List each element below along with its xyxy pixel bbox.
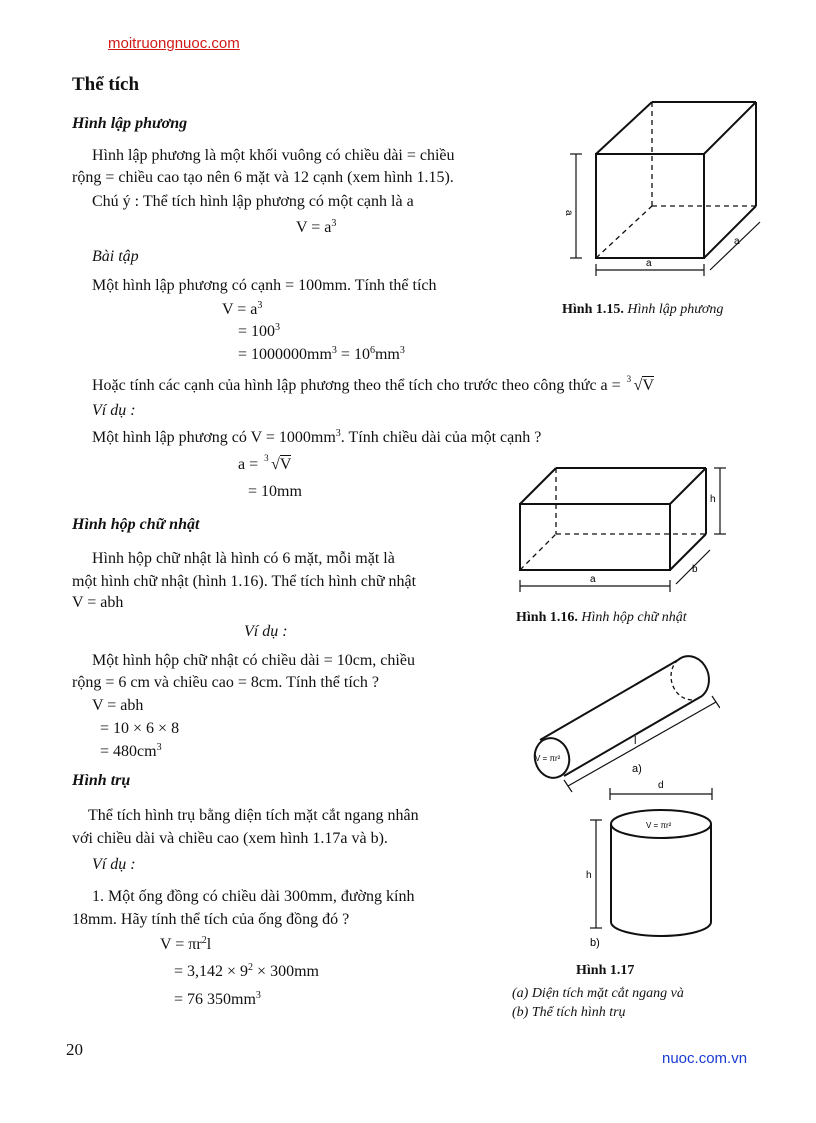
- page-number: 20: [66, 1040, 83, 1059]
- cube-formula: $V = a^3$: [296, 218, 337, 236]
- cylinder-example-line2: 18mm. Hãy tính thể tích của ống đồng đó ?: [72, 911, 350, 928]
- cube-example-calc-1: a = 3 √V: [238, 453, 292, 473]
- cylinder-figure-b-area-label: V = πr²: [646, 821, 672, 830]
- box-calc-1: V = abh: [92, 697, 144, 714]
- cube-exercise-label: Bài tập: [92, 248, 139, 265]
- cube-figure-label-depth: a: [734, 236, 740, 247]
- cube-intro-line1: Hình lập phương là một khối vuông có chiều dài = chiều: [92, 147, 455, 164]
- cube-exercise-text: Một hình lập phương có cạnh = 100mm. Tính thể tích: [92, 277, 437, 294]
- cylinder-figure-a-length-label: l: [634, 735, 637, 747]
- section-title: Thể tích: [72, 74, 140, 95]
- cylinder-heading: Hình trụ: [72, 772, 131, 789]
- cube-alt-text: Hoặc tính các cạnh của hình lập phương theo thể tích cho trước theo công thức a = 3 √V: [92, 374, 655, 394]
- box-heading: Hình hộp chữ nhật: [72, 516, 200, 533]
- cylinder-figure-caption-title: Hình 1.17: [576, 963, 635, 978]
- cylinder-figure-b-label: b): [590, 937, 600, 949]
- cube-example-text: Một hình lập phương có $V = 1000mm^3$. Tính chiều dài của một cạnh ?: [92, 428, 542, 446]
- box-figure-caption: Hình 1.16. Hình hộp chữ nhật: [516, 610, 687, 625]
- cube-note: Chú ý : Thể tích hình lập phương có một cạnh là a: [92, 193, 414, 210]
- box-figure-label-h: h: [710, 494, 716, 505]
- watermark-bottom-link[interactable]: nuoc.com.vn: [662, 1050, 748, 1067]
- box-intro-line3: V = abh: [72, 594, 124, 611]
- cylinder-calc-2: = $3,142 \times 9^2 \times 300mm$: [174, 962, 319, 980]
- box-intro-line2: một hình chữ nhật (hình 1.16). Thể tích hình chữ nhật: [72, 573, 417, 590]
- cylinder-example-line1: 1. Một ống đồng có chiều dài 300mm, đường kính: [92, 888, 415, 905]
- box-example-label: Ví dụ :: [244, 623, 288, 640]
- cube-example-label: Ví dụ :: [92, 402, 136, 419]
- cube-example-calc-2: = 10mm: [248, 483, 302, 500]
- cube-calc-1: $V = a^3$: [222, 300, 263, 318]
- cube-figure-label-height: a: [563, 210, 574, 216]
- box-figure-label-a: a: [590, 574, 596, 585]
- box-figure-label-b: b: [692, 564, 698, 575]
- box-calc-2: = 10 × 6 × 8: [100, 720, 180, 737]
- watermark-top-link[interactable]: moitruongnuoc.com: [108, 35, 240, 52]
- box-intro-line1: Hình hộp chữ nhật là hình có 6 mặt, mỗi mặt là: [92, 550, 395, 567]
- cylinder-figure-a-label: a): [632, 763, 642, 775]
- cylinder-figure-b-h-label: h: [586, 870, 592, 881]
- cube-heading: Hình lập phương: [72, 115, 188, 132]
- box-example-line1: Một hình hộp chữ nhật có chiều dài = 10cm, chiều: [92, 652, 415, 669]
- cylinder-example-label: Ví dụ :: [92, 856, 136, 873]
- cylinder-intro-line2: với chiều dài và chiều cao (xem hình 1.17a và b).: [72, 830, 388, 847]
- cylinder-figure-b-d-label: d: [658, 780, 664, 791]
- cylinder-intro-line1: Thể tích hình trụ bằng diện tích mặt cắt ngang nhân: [88, 807, 419, 824]
- cube-intro-line2: rộng = chiều cao tạo nên 6 mặt và 12 cạnh (xem hình 1.15).: [72, 169, 454, 186]
- box-example-line2: rộng = 6 cm và chiều cao = 8cm. Tính thể tích ?: [72, 674, 379, 691]
- cube-figure-caption: Hình 1.15. Hình lập phương: [562, 302, 724, 317]
- cylinder-figure-a-area-label: V = πr²: [535, 754, 561, 763]
- cylinder-figure-caption-line3: (b) Thể tích hình trụ: [512, 1005, 626, 1020]
- cube-calc-2: = $100^3$: [238, 322, 281, 340]
- cylinder-calc-3: = 76 $350mm^3$: [174, 990, 261, 1008]
- cube-figure: [560, 96, 775, 281]
- box-calc-3: = $480cm^3$: [100, 742, 162, 760]
- cylinder-calc-1: $V = \pi r^2l$: [160, 935, 212, 953]
- cylinder-figure-caption-line2: (a) Diện tích mặt cắt ngang và: [512, 986, 684, 1001]
- cube-figure-label-width: a: [646, 258, 652, 269]
- box-figure: [510, 462, 740, 604]
- cylinder-figure-b: [584, 778, 724, 950]
- cylinder-figure-a: [520, 646, 720, 794]
- cube-calc-3: = $1000000mm^3 = 10^6mm^3$: [238, 345, 405, 363]
